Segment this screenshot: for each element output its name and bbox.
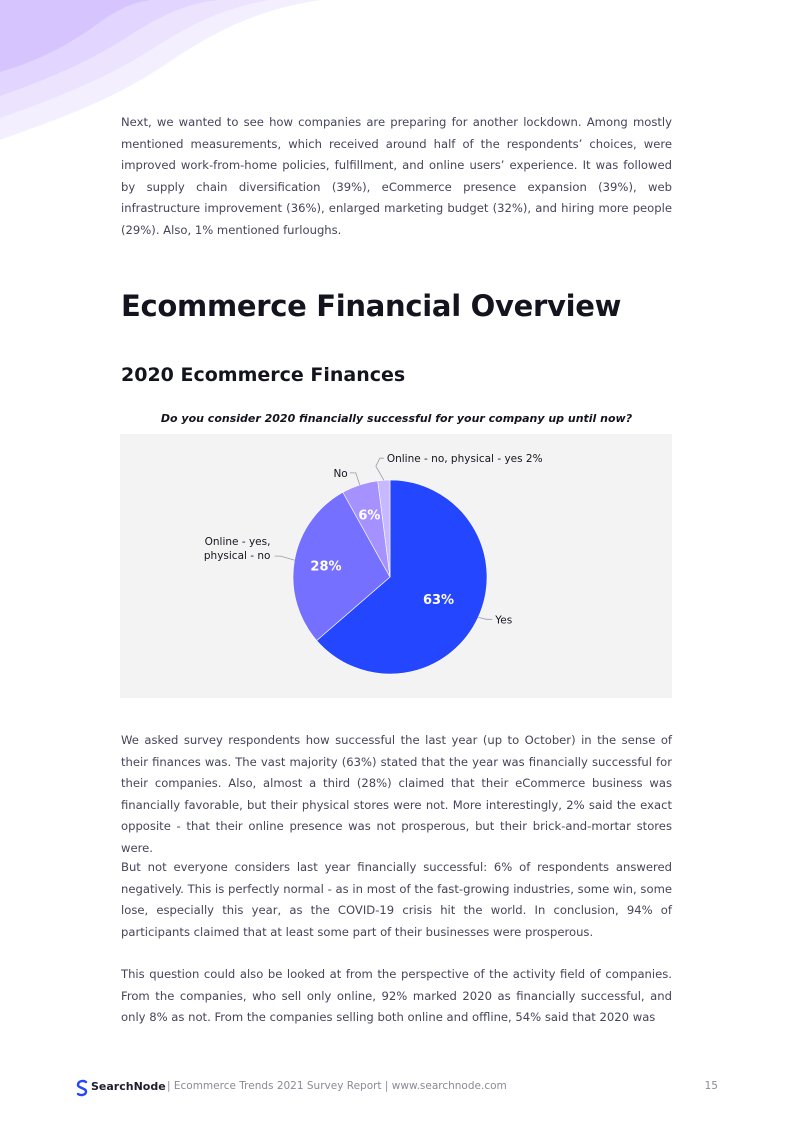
- pie-chart: [120, 434, 672, 698]
- paragraph-negative-results: But not everyone considers last year financially successful: 6% of respondents answered negatively. This is perfectly normal - as in most of the fast-growing industries, some win, some lose, especially this year, as the COVID-19 crisis hit the world. In conclusion, 94% of participants claimed that at least some part of their businesses were prosperous.: [121, 860, 672, 939]
- page-number: 15: [704, 1080, 718, 1092]
- leader-line-no: [350, 473, 360, 485]
- pie-label-online-no-physical-yes: Online - no, physical - yes 2%: [386, 453, 543, 466]
- leader-line-online-yes: [274, 556, 294, 560]
- footer-report-info: | Ecommerce Trends 2021 Survey Report | www.searchnode.com: [167, 1080, 507, 1092]
- pie-label-yes: Yes: [495, 614, 513, 627]
- pie-label-online-yes-line1: Online - yes,: [204, 536, 271, 549]
- chart-title: Do you consider 2020 financially successful for your company up until now?: [160, 412, 633, 425]
- searchnode-logo-icon: [75, 1079, 89, 1097]
- leader-line-yes: [478, 617, 492, 619]
- pie-value-label: 6%: [358, 508, 381, 524]
- pie-value-label: 63%: [422, 593, 455, 609]
- paragraph-finances-results: We asked survey respondents how successful the last year (up to October) in the sense of their finances was. The vast majority (63%) stated that the year was financially successful for their companies. Also, almost a third (28%) claimed that their eCommerce business was financially favorable, but their physical stores were not. More interestingly, 2% said the exact opposite - that their online presence was not prosperous, but their brick-and-mortar stores were.: [121, 733, 672, 855]
- leader-line-online-no: [376, 458, 384, 480]
- subsection-title: 2020 Ecommerce Finances: [121, 364, 406, 386]
- footer-brand: SearchNode: [91, 1080, 166, 1093]
- pie-label-online-yes-line2: physical - no: [203, 550, 271, 563]
- paragraph-activity-field: This question could also be looked at from the perspective of the activity field of companies. From the companies, who sell only online, 92% marked 2020 as financially successful, and only 8% as not. From the companies selling both online and offline, 54% said that 2020 was: [121, 967, 672, 1025]
- section-title: Ecommerce Financial Overview: [121, 289, 622, 323]
- pie-value-label: 28%: [310, 559, 342, 575]
- pie-label-no: No: [333, 467, 348, 480]
- page-footer: [75, 1078, 718, 1098]
- pie-chart-panel: [120, 434, 672, 698]
- paragraph-lockdown-preparation: Next, we wanted to see how companies are preparing for another lockdown. Among mostly mentioned measurements, which received around half of the respondents’ choices, were improved work-from-home policies, fulfillment, and online users’ experience. It was followed by supply chain diversification (39%), eCommerce presence expansion (39%), web infrastructure improvement (36%), enlarged marketing budget (32%), and hiring more people (29%). Also, 1% mentioned furloughs.: [121, 115, 672, 237]
